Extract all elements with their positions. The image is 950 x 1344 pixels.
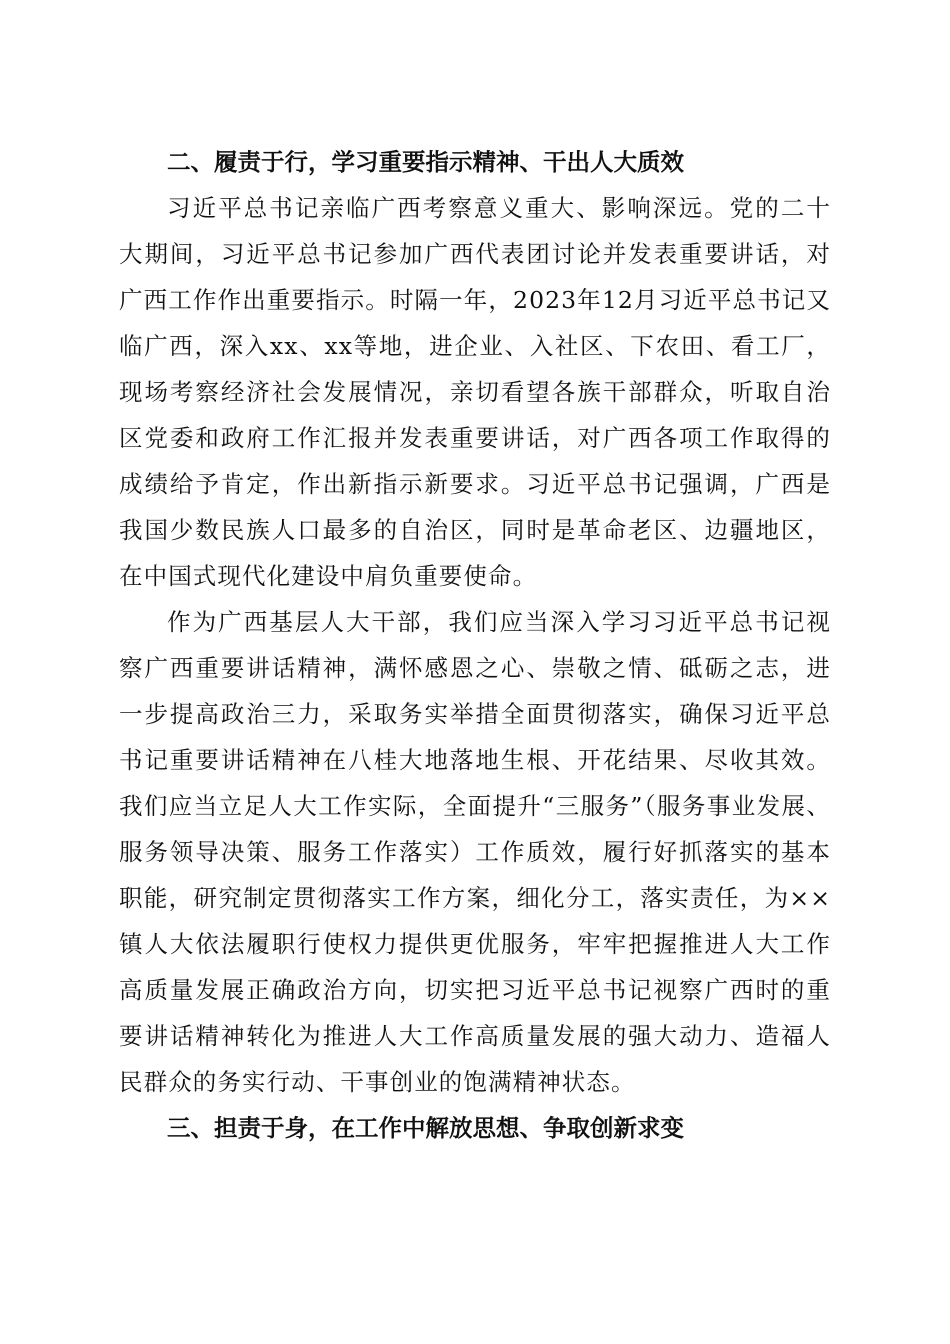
paragraph-1: 习近平总书记亲临广西考察意义重大、影响深远。党的二十大期间，习近平总书记参加广西代表团讨论并发表重要讲话，对广西工作作出重要指示。时隔一年，2023年12月习近平总书记又临广西，深入xx、xx等地，进企业、入社区、下农田、看工厂，现场考察经济社会发展情况，亲切看望各族干部群众，听取自治区党委和政府工作汇报并发表重要讲话，对广西各项工作取得的成绩给予肯定，作出新指示新要求。习近平总书记强调，广西是我国少数民族人口最多的自治区，同时是革命老区、边疆地区，在中国式现代化建设中肩负重要使命。	[119, 194, 831, 590]
document-body	[119, 139, 831, 1151]
section-3-heading: 三、担责于身，在工作中解放思想、争取创新求变	[167, 1114, 684, 1142]
paragraph-2: 作为广西基层人大干部，我们应当深入学习习近平总书记视察广西重要讲话精神，满怀感恩之心、崇敬之情、砥砺之志，进一步提高政治三力，采取务实举措全面贯彻落实，确保习近平总书记重要讲话精神在八桂大地落地生根、开花结果、尽收其效。我们应当立足人大工作实际，全面提升“三服务”（服务事业发展、服务领导决策、服务工作落实）工作质效，履行好抓落实的基本职能，研究制定贯彻落实工作方案，细化分工，落实责任，为××镇人大依法履职行使权力提供更优服务，牢牢把握推进人大工作高质量发展正确政治方向，切实把习近平总书记视察广西时的重要讲话精神转化为推进人大工作高质量发展的强大动力、造福人民群众的务实行动、干事创业的饱满精神状态。	[119, 608, 831, 1096]
section-2-heading: 二、履责于行，学习重要指示精神、干出人大质效	[167, 148, 684, 176]
